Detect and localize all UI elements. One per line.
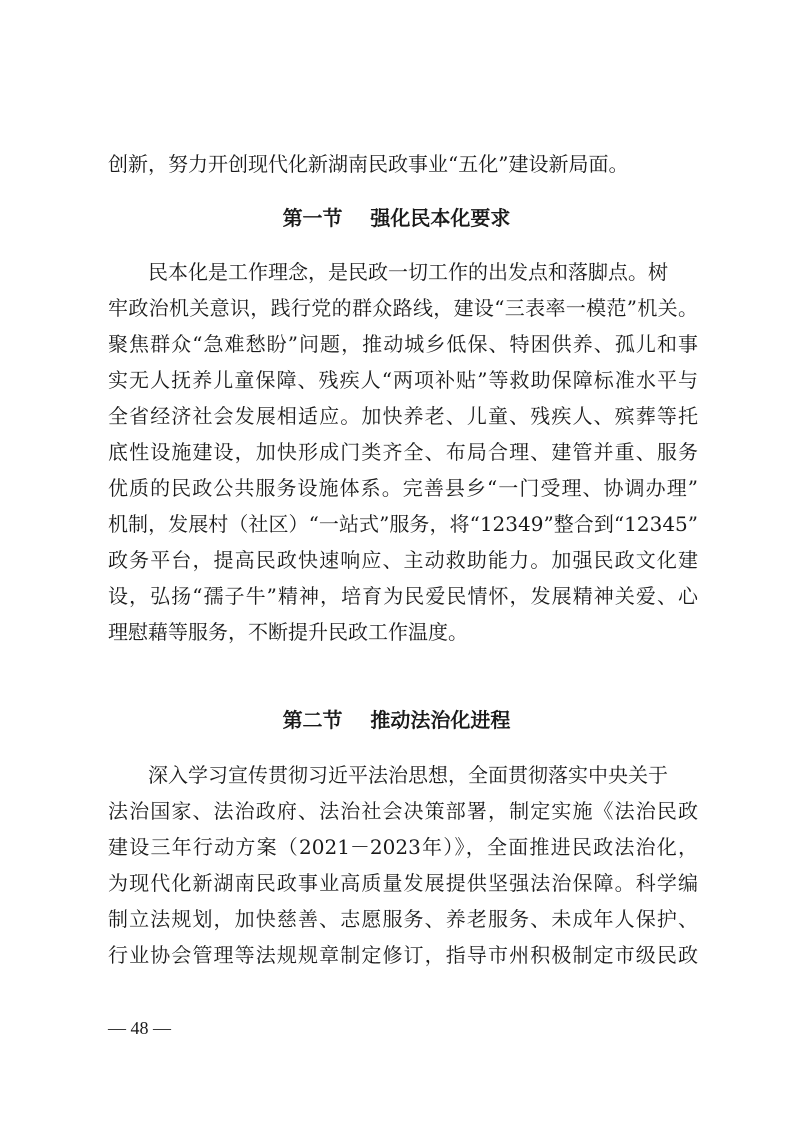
- section-2-line: 法治国家、法治政府、法治社会决策部署，制定实施《法治民政: [108, 799, 698, 823]
- section-1-line: 设，弘扬“孺子牛”精神，培育为民爱民情怀，发展精神关爱、心: [108, 584, 698, 608]
- page-number: — 48 —: [108, 1018, 171, 1038]
- section-2-line: 深入学习宣传贯彻习近平法治思想，全面贯彻落实中央关于: [148, 763, 668, 787]
- section-1-line: 牢政治机关意识，践行党的群众路线，建设“三表率一模范”机关。: [108, 296, 698, 320]
- section-1-line: 优质的民政公共服务设施体系。完善县乡“一门受理、协调办理”: [108, 476, 698, 500]
- section-1-line: 民本化是工作理念，是民政一切工作的出发点和落脚点。树: [148, 260, 668, 284]
- intro-line: 创新，努力开创现代化新湖南民政事业“五化”建设新局面。: [108, 152, 629, 176]
- section-1-heading: 第一节 强化民本化要求: [282, 206, 511, 230]
- section-2-heading: 第二节 推动法治化进程: [282, 708, 511, 732]
- section-1-line: 政务平台，提高民政快速响应、主动救助能力。加强民政文化建: [108, 548, 698, 572]
- section-1-line: 底性设施建设，加快形成门类齐全、布局合理、建管并重、服务: [108, 440, 698, 464]
- section-1-line: 聚焦群众“急难愁盼”问题，推动城乡低保、特困供养、孤儿和事: [108, 332, 698, 356]
- section-1-line: 全省经济社会发展相适应。加快养老、儿童、残疾人、殡葬等托: [108, 404, 698, 428]
- section-1-line: 机制，发展村（社区）“一站式”服务，将“12349”整合到“12345”: [108, 512, 698, 536]
- section-2-line: 为现代化新湖南民政事业高质量发展提供坚强法治保障。科学编: [108, 871, 698, 895]
- section-1-line: 理慰藉等服务，不断提升民政工作温度。: [108, 620, 468, 644]
- section-2-line: 建设三年行动方案（2021－2023年）》，全面推进民政法治化，: [108, 835, 698, 859]
- section-1-line: 实无人抚养儿童保障、残疾人“两项补贴”等救助保障标准水平与: [108, 368, 698, 392]
- section-2-line: 行业协会管理等法规规章制定修订，指导市州积极制定市级民政: [108, 943, 698, 967]
- section-2-line: 制立法规划，加快慈善、志愿服务、养老服务、未成年人保护、: [108, 907, 698, 931]
